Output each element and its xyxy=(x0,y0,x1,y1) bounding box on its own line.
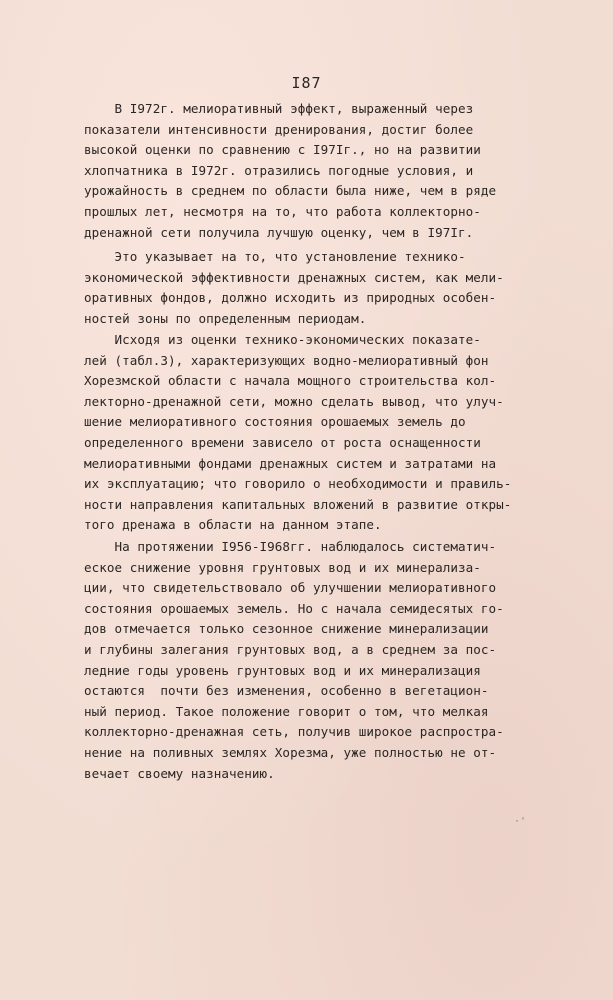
text-line: ности направления капитальных вложений в развитие откры- xyxy=(84,496,512,512)
text-line: ный период. Такое положение говорит о том, что мелкая xyxy=(84,703,489,719)
text-line: шение мелиоративного состояния орошаемых земель до xyxy=(84,414,466,430)
text-line: оративных фондов, должно исходить из природных особен- xyxy=(84,290,497,306)
text-line: урожайность в среднем по области была ниже, чем в ряде xyxy=(84,183,497,199)
page-number: I87 xyxy=(291,74,322,92)
text-line: дренажной сети получила лучшую оценку, чем в I97Iг. xyxy=(84,224,474,240)
text-line: и глубины залегания грунтовых вод, а в среднем за пос- xyxy=(84,641,497,657)
text-line: вечает своему назначению. xyxy=(84,765,275,781)
paper-blemish: ·' xyxy=(514,816,527,827)
text-line: определенного времени зависело от роста оснащенности xyxy=(84,434,481,450)
text-line: Исходя из оценки технико-экономических показате- xyxy=(84,332,481,347)
text-line: коллекторно-дренажная сеть, получив широкое распростра- xyxy=(84,724,504,740)
text-line: лей (табл.3), характеризующих водно-мелиоративный фон xyxy=(84,352,489,368)
text-line: ностей зоны по определенным периодам. xyxy=(84,310,367,326)
text-line: показатели интенсивности дренирования, достиг более xyxy=(84,121,474,137)
text-line: дов отмечается только сезонное снижение минерализации xyxy=(84,621,489,637)
text-line: остаются почти без изменения, особенно в вегетацион- xyxy=(84,683,489,699)
text-line: еское снижение уровня грунтовых вод и их минерализа- xyxy=(84,559,481,575)
text-line: высокой оценки по сравнению с I97Iг., но на развитии xyxy=(84,142,481,158)
text-line: их эксплуатацию; что говорило о необходимости и правиль- xyxy=(84,476,512,492)
text-line: состояния орошаемых земель. Но с начала семидесятых го- xyxy=(84,600,504,616)
text-line: нение на поливных землях Хорезма, уже полностью не от- xyxy=(84,744,497,760)
text-line: экономической эффективности дренажных систем, как мели- xyxy=(84,269,504,285)
text-line: ледние годы уровень грунтовых вод и их минерализация xyxy=(84,662,481,678)
text-line: хлопчатника в I972г. отразились погодные условия, и xyxy=(84,162,474,178)
paragraph-2 xyxy=(84,247,516,329)
paragraph-1 xyxy=(84,99,516,243)
paragraph-3 xyxy=(84,330,516,536)
text-line: На протяжении I956-I968гг. наблюдалось систематич- xyxy=(84,539,497,554)
text-line: В I972г. мелиоративный эффект, выраженный через xyxy=(84,101,474,116)
text-line: ции, что свидетельствовало об улучшении мелиоративного xyxy=(84,580,497,596)
text-line: Это указывает на то, что установление технико- xyxy=(84,249,466,264)
text-line: прошлых лет, несмотря на то, что работа коллекторно- xyxy=(84,203,481,219)
text-line: того дренажа в области на данном этапе. xyxy=(84,517,382,533)
paragraph-4 xyxy=(84,537,516,784)
text-line: лекторно-дренажной сети, можно сделать вывод, что улуч- xyxy=(84,393,504,409)
text-line: мелиоративными фондами дренажных систем и затратами на xyxy=(84,455,497,471)
text-line: Хорезмской области с начала мощного строительства кол- xyxy=(84,373,497,389)
